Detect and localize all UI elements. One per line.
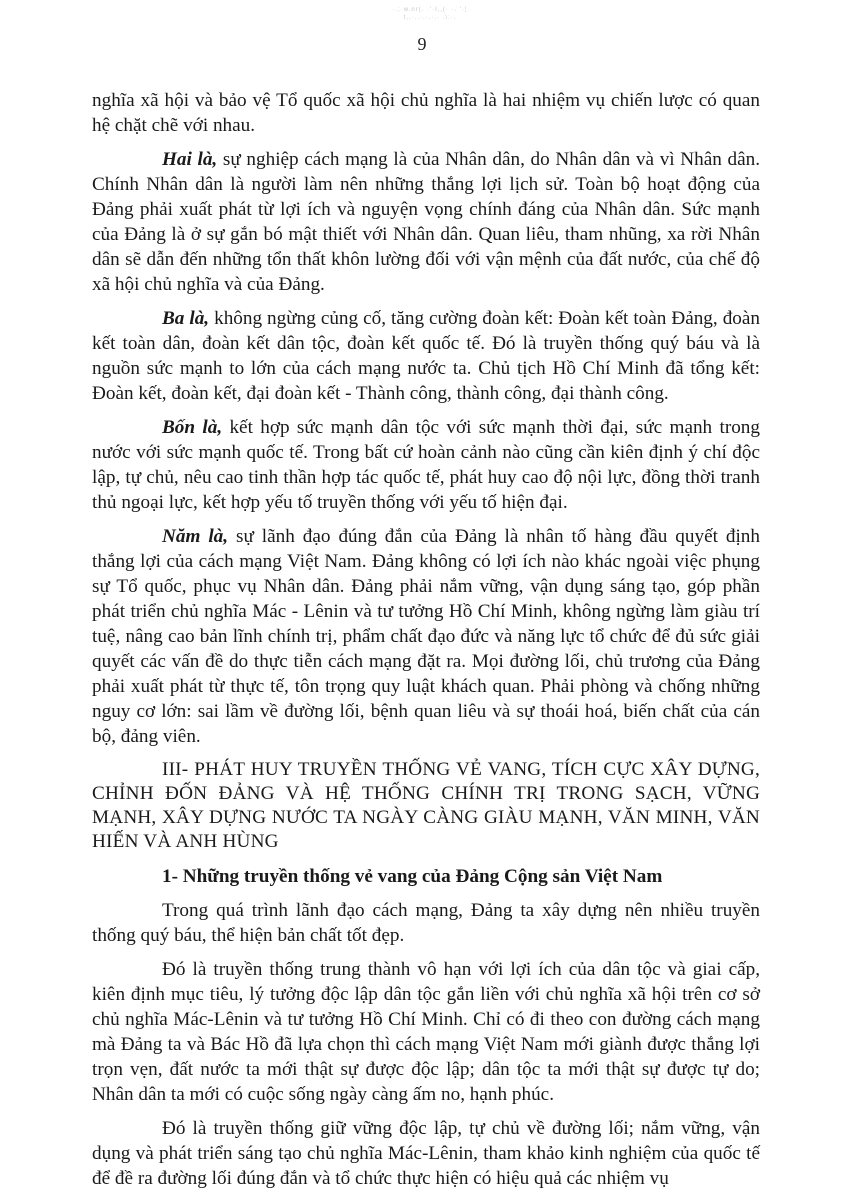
paragraph-lead: Ba là, [162, 308, 210, 329]
paragraph-text: sự lãnh đạo đúng đắn của Đảng là nhân tố hàng đầu quyết định thắng lợi của cách mạng Việt Nam. Đảng không có lợi ích nào khác ngoài việc phụng sự Tổ quốc, phục vụ Nhân dân. Đảng phải nắm vững, vận dụng sáng tạo, góp phần phát triển chủ nghĩa Mác - Lênin và tư tưởng Hồ Chí Minh, không ngừng làm giàu trí tuệ, nâng cao bản lĩnh chính trị, phẩm chất đạo đức và năng lực tổ chức để đủ sức giải quyết các vấn đề do thực tiễn cách mạng đặt ra. Mọi đường lối, chủ trương của Đảng phải xuất phát từ thực tế, tôn trọng quy luật khách quan. Phải phòng và chống những nguy cơ lớn: sai lầm về đường lối, bệnh quan liêu và sự thoái hoá, biến chất của cán bộ, đảng viên. [92, 526, 760, 747]
paragraph-hai-la [92, 147, 760, 297]
paragraph-bon-la [92, 415, 760, 515]
section-paragraph: Trong quá trình lãnh đạo cách mạng, Đảng ta xây dựng nên nhiều truyền thống quý báu, thể hiện bản chất tốt đẹp. [92, 900, 760, 946]
document-body [92, 88, 760, 1200]
paragraph-lead: Hai là, [162, 149, 218, 170]
subsection-heading: 1- Những truyền thống vẻ vang của Đảng Cộng sản Việt Nam [162, 866, 663, 887]
paragraph-text: kết hợp sức mạnh dân tộc với sức mạnh thời đại, sức mạnh trong nước với sức mạnh quốc tế. Trong bất cứ hoàn cảnh nào cũng cần kiên định ý chí độc lập, tự chủ, nêu cao tinh thần hợp tác quốc tế, phát huy cao độ nội lực, đồng thời tranh thủ ngoại lực, kết hợp yếu tố truyền thống với yếu tố hiện đại. [92, 417, 760, 513]
paragraph-nam-la [92, 524, 760, 749]
paragraph-lead: Năm là, [162, 526, 229, 547]
section-heading: III- PHÁT HUY TRUYỀN THỐNG VẺ VANG, TÍCH CỰC XÂY DỰNG, CHỈNH ĐỐN ĐẢNG VÀ HỆ THỐNG CHÍNH TRỊ TRONG SẠCH, VỮNG MẠNH, XÂY DỰNG NƯỚC TA NGÀY CÀNG GIÀU MẠNH, VĂN MINH, VĂN HIẾN VÀ ANH HÙNG [92, 759, 760, 852]
scan-stamp-mark: ·.;·w.nr(. ·'·l,,(· ·. '·¦ t,.·..·.·.·.· .\:·. [392, 7, 468, 21]
paragraph-text: không ngừng củng cố, tăng cường đoàn kết: Đoàn kết toàn Đảng, đoàn kết toàn dân, đoàn kết dân tộc, đoàn kết quốc tế. Đó là truyền thống quý báu và là nguồn sức mạnh to lớn của cách mạng nước ta. Chủ tịch Hồ Chí Minh đã tổng kết: Đoàn kết, đoàn kết, đại đoàn kết - Thành công, thành công, đại thành công. [92, 308, 760, 404]
paragraph-ba-la [92, 306, 760, 406]
paragraph-continuation [92, 88, 760, 138]
paragraph-text: sự nghiệp cách mạng là của Nhân dân, do Nhân dân và vì Nhân dân. Chính Nhân dân là người làm nên những thắng lợi lịch sử. Toàn bộ hoạt động của Đảng phải xuất phát từ lợi ích và nguyện vọng chính đáng của Nhân dân. Sức mạnh của Đảng là ở sự gắn bó mật thiết với Nhân dân. Quan liêu, tham nhũng, xa rời Nhân dân sẽ dẫn đến những tổn thất khôn lường đối với vận mệnh của đất nước, của chế độ xã hội chủ nghĩa và của Đảng. [92, 149, 760, 295]
section-paragraph: Đó là truyền thống trung thành vô hạn với lợi ích của dân tộc và giai cấp, kiên định mục tiêu, lý tưởng độc lập dân tộc gắn liền với chủ nghĩa xã hội trên cơ sở chủ nghĩa Mác-Lênin và tư tưởng Hồ Chí Minh. Chỉ có đi theo con đường cách mạng mà Đảng ta và Bác Hồ đã lựa chọn thì cách mạng Việt Nam mới giành được thắng lợi trọn vẹn, đất nước ta mới thật sự được độc lập; dân tộc ta mới thật sự được tự do; Nhân dân ta mới có cuộc sống ngày càng ấm no, hạnh phúc. [92, 959, 760, 1105]
paragraph-lead: Bốn là, [162, 417, 223, 438]
page-number: 9 [417, 34, 427, 54]
section-paragraph: Đó là truyền thống giữ vững độc lập, tự chủ về đường lối; nắm vững, vận dụng và phát triển sáng tạo chủ nghĩa Mác-Lênin, tham khảo kinh nghiệm của quốc tế để đề ra đường lối đúng đắn và tổ chức thực hiện có hiệu quả các nhiệm vụ [92, 1118, 760, 1189]
paragraph-text: nghĩa xã hội và bảo vệ Tổ quốc xã hội chủ nghĩa là hai nhiệm vụ chiến lược có quan hệ chặt chẽ với nhau. [92, 90, 760, 136]
